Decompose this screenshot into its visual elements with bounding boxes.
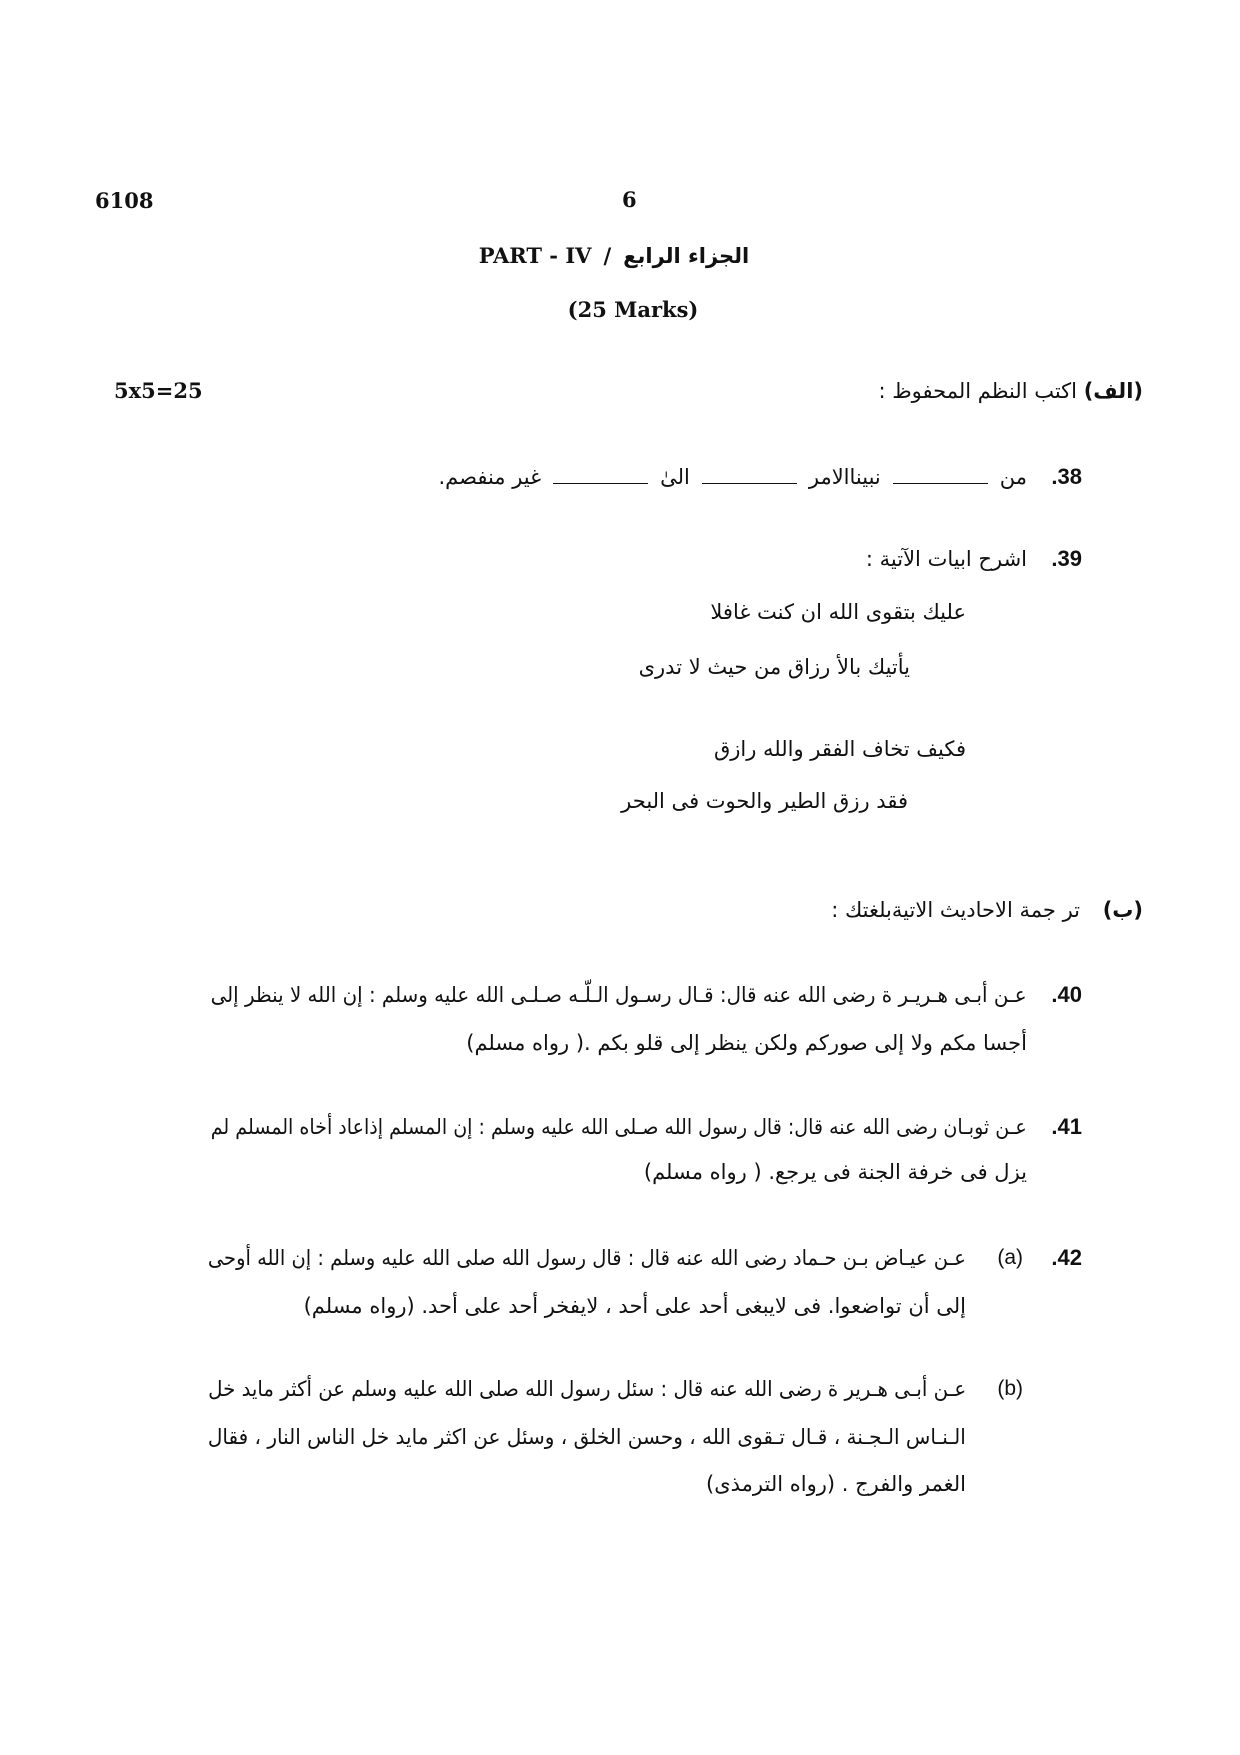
part-heading: [0, 241, 1228, 271]
section-b-heading: [831, 895, 1143, 925]
q38-fill-in: [438, 462, 1027, 492]
q42a-line-text: إلى أن تواضعوا. فى لايبغى أحد على أحد ، لايفخر أحد على أحد. (رواه مسلم): [303, 1294, 966, 1318]
q42-number: 42.: [1051, 1245, 1082, 1270]
q42a-line-text: عـن عيـاض بـن حـماد رضى الله عنه قال : قال رسول الله صلى الله عليه وسلم : إن الله أوحى: [208, 1246, 966, 1270]
total-marks: [0, 295, 1240, 325]
q40-number: 40.: [1051, 982, 1082, 1007]
q42b-label: (b): [997, 1377, 1023, 1400]
page-number: 6: [622, 187, 637, 212]
answer-blank: [893, 483, 988, 484]
q40-line-text: عـن أبـى هـريـر ة رضى الله عنه قال: قـال رسـول الـلّـه صـلـى الله عليه وسلم : إن الله لا ينظر إلى: [211, 983, 1027, 1007]
part-title-arabic: الجزاء الرابع: [623, 244, 750, 268]
part-title-english: PART - IV: [478, 243, 592, 268]
q41-line: [211, 1112, 1027, 1142]
q38-word: الىٰ: [660, 465, 690, 489]
q42b-line: [208, 1469, 966, 1499]
q42b-line-text: الغمر والفرج . (رواه الترمذى): [706, 1472, 966, 1496]
section-a-marks: 5x5=25: [114, 378, 203, 403]
paper-code: 6108: [95, 188, 154, 213]
q38-number: 38.: [1051, 464, 1082, 489]
verse-line: يأتيك بالأ رزاق من حيث لا تدرى: [638, 655, 910, 679]
q40-line: [211, 980, 1027, 1010]
q42b-line-text: عـن أبـى هـرير ة رضى الله عنه قال : سئل رسول الله صلى الله عليه وسلم عن أكثر مايد خل: [208, 1377, 966, 1401]
q41-line: [211, 1157, 1027, 1187]
section-b-label: (ب): [1102, 898, 1143, 922]
q41-line-text: عـن ثوبـان رضى الله عنه قال: قال رسول الله صـلى الله عليه وسلم : إن المسلم إذاعاد أخاه المسلم لم: [211, 1115, 1027, 1139]
q42a-line: [208, 1243, 966, 1273]
q40-line: [211, 1028, 1027, 1058]
q38-word: نبيناالامر: [808, 465, 881, 489]
q41-number: 41.: [1051, 1114, 1082, 1139]
q42b-line: [208, 1374, 966, 1404]
q38-word: غير منفصم.: [438, 465, 542, 489]
q39-prompt: اشرح ابيات الآتية :: [865, 547, 1027, 571]
total-marks-text: (25 Marks): [567, 297, 699, 322]
verse-line: فقد رزق الطير والحوت فى البحر: [621, 789, 908, 813]
section-a-label: (الف): [1083, 379, 1143, 403]
q41-line-text: يزل فى خرفة الجنة فى يرجع. ( رواه مسلم): [643, 1160, 1027, 1184]
q42b-line: [208, 1422, 966, 1452]
q39-number: 39.: [1051, 546, 1082, 571]
q42a-line: [208, 1291, 966, 1321]
q40-line-text: أجسا مكم ولا إلى صوركم ولكن ينظر إلى قلو بكم .( رواه مسلم): [466, 1031, 1027, 1055]
q42b-line-text: الـنـاس الـجـنة ، قـال تـقوى الله ، وحسن الخلق ، وسئل عن اكثر مايد خل الناس النار ، فقال: [208, 1425, 966, 1449]
section-a-title: اكتب النظم المحفوظ :: [878, 379, 1078, 403]
verse-line: عليك بتقوى الله ان كنت غافلا: [710, 600, 966, 624]
part-title-separator: /: [603, 243, 612, 268]
q42a-label: (a): [997, 1246, 1023, 1269]
answer-blank: [553, 483, 648, 484]
answer-blank: [702, 483, 797, 484]
q38-word: من: [999, 465, 1027, 489]
section-b-title: تر جمة الاحاديث الاتيةبلغتك :: [831, 898, 1080, 922]
verse-line: فكيف تخاف الفقر والله رازق: [713, 737, 966, 761]
section-a-heading: [879, 376, 1143, 406]
